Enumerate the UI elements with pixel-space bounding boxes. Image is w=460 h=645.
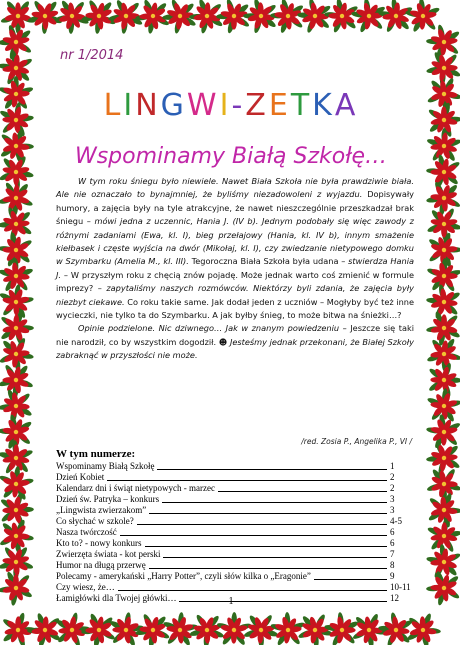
toc-entry-title: Humor na długą przerwę — [56, 560, 146, 570]
toc-entry — [56, 560, 412, 571]
toc-entry-title: Dzień Kobiet — [56, 472, 105, 482]
toc-entry — [56, 516, 412, 527]
toc-leader-line — [107, 472, 387, 481]
toc-entry-title: Nasza twórczość — [56, 527, 117, 537]
logo-letter: - — [231, 88, 246, 123]
toc-entry-title: Polecamy - amerykański „Harry Potter”, czyli słów kilka o „Eragonie” — [56, 571, 311, 581]
toc-entry-title: Kalendarz dni i świąt nietypowych - marzec — [56, 483, 215, 493]
poinsettia-icon — [0, 0, 36, 34]
toc-entry — [56, 483, 412, 494]
poinsettia-icon — [376, 610, 414, 645]
logo-letter: I — [123, 88, 136, 123]
toc-entry-title: „Lingwista zwierzakom” — [56, 505, 147, 515]
toc-entry — [56, 582, 412, 593]
toc-entry — [56, 494, 412, 505]
toc-entry-page: 6 — [390, 538, 395, 548]
toc-entry-page: 3 — [390, 505, 395, 515]
toc-leader-line — [218, 483, 387, 492]
poinsettia-icon — [0, 606, 42, 645]
toc-entry-title: Wspominamy Białą Szkołę — [56, 461, 155, 471]
issue-number: nr 1/2014 — [60, 48, 124, 63]
poinsettia-icon — [0, 181, 35, 217]
magazine-logo — [50, 88, 412, 123]
toc-entry — [56, 571, 412, 582]
toc-entry-title: Kto to? - nowy konkurs — [56, 538, 142, 548]
logo-letter: I — [219, 88, 232, 123]
logo-letter: Z — [245, 88, 269, 123]
toc-entry-page: 10-11 — [390, 582, 411, 592]
article-paragraph: Opinie podzielone. Nic dziwnego… Jak w znanym powiedzeniu – Jeszcze się taki nie narodził, co by wszystkim dogodził. ☻ Jesteśmy jednak przekonani, że Białej Szkoły zabraknąć w przyszłości nie może. — [56, 323, 415, 361]
toc-entry-title: Dzień św. Patryka – konkurs — [56, 494, 160, 504]
toc-entry-page: 6 — [390, 527, 395, 537]
poinsettia-icon — [0, 229, 37, 270]
toc-leader-line — [145, 538, 388, 547]
toc-entry-title: Zwierzęta świata - kot perski — [56, 549, 161, 559]
toc-entry — [56, 461, 412, 472]
table-of-contents — [56, 461, 412, 604]
logo-letter: L — [103, 88, 124, 123]
toc-leader-line — [118, 582, 387, 591]
toc-entry-page: 8 — [390, 560, 395, 570]
toc-leader-line — [314, 571, 387, 580]
poinsettia-icon — [54, 611, 91, 645]
logo-letter: A — [334, 88, 359, 123]
article-body — [56, 175, 414, 363]
toc-entry — [56, 527, 412, 538]
logo-letter: W — [186, 88, 220, 123]
toc-entry-page: 2 — [390, 483, 395, 493]
toc-entry-title: Co słychać w szkole? — [56, 516, 134, 526]
toc-entry-page: 1 — [390, 461, 395, 471]
toc-entry — [56, 549, 412, 560]
poinsettia-icon — [0, 564, 39, 610]
poinsettia-icon — [0, 410, 39, 455]
poinsettia-icon — [296, 0, 332, 35]
article-headline: Wspominamy Białą Szkołę… — [74, 144, 388, 169]
toc-leader-line — [149, 505, 387, 514]
toc-entry — [56, 505, 412, 516]
logo-letter: G — [160, 88, 187, 123]
toc-leader-line — [137, 516, 387, 525]
page-number: 1 — [228, 596, 234, 607]
toc-leader-line — [120, 527, 387, 536]
toc-entry-page: 9 — [390, 571, 395, 581]
toc-entry-page: 7 — [390, 549, 395, 559]
article-paragraph: W tym roku śniegu było niewiele. Nawet Biała Szkoła nie była prawdziwie biała. Ale nie oznaczało to bynajmniej, że byliśmy niezadowoleni z wyjazdu. Dopisywały humory, a zajęcia były na tyle atrakcyjne, że nawet nieszczególnie przeszkadzał brak śniegu – mówi jedna z uczennic, Hania J. (IV b). Jednym podobały się więc zawody z różnymi zadaniami (Ewa, kl. I), bieg przełajowy (Hania, kl. IV b), innym smażenie kiełbasek i częste wyjścia na dwór (Mikołaj, kl. I), czy zwiedzanie nietypowego domku w Szymbarku (Amelia M., kl. III). Tegoroczna Biała Szkoła była udana – stwierdza Hania J. – W przyszłym roku z chęcią znów pojadę. Może jednak warto coś zmienić w formule imprezy? – zapytaliśmy naszych rozmówców. Niektórzy byli zdania, że zajęcia były niezbyt ciekawe. Co roku takie same. Jak dodał jeden z uczniów – Mogłyby być też inne wycieczki, nie tylko ta do Szymbarku. A jak byłby śnieg, to może bitwa na śnieżki…? — [56, 176, 415, 321]
toc-entry — [56, 538, 412, 549]
poinsettia-icon — [216, 612, 252, 645]
toc-entry-page: 12 — [390, 593, 399, 603]
toc-leader-line — [149, 560, 387, 569]
toc-title: W tym numerze: — [56, 448, 136, 460]
page-content — [50, 44, 415, 607]
logo-letter: N — [135, 88, 161, 123]
logo-letter: K — [312, 88, 335, 123]
poinsettia-icon — [424, 282, 460, 321]
toc-entry-title: Łamigłówki dla Twojej główki… — [56, 593, 177, 603]
toc-leader-line — [157, 461, 387, 470]
toc-entry-page: 4-5 — [390, 516, 402, 526]
toc-entry-title: Czy wiesz, że… — [56, 582, 115, 592]
article-credit: /red. Zosia P., Angelika P., VI / — [301, 437, 412, 446]
toc-leader-line — [163, 549, 387, 558]
toc-leader-line — [162, 494, 387, 503]
toc-entry — [56, 472, 412, 483]
logo-letter: E — [268, 88, 291, 123]
toc-entry-page: 3 — [390, 494, 395, 504]
logo-letter: T — [290, 88, 313, 123]
toc-entry-page: 2 — [390, 472, 395, 482]
